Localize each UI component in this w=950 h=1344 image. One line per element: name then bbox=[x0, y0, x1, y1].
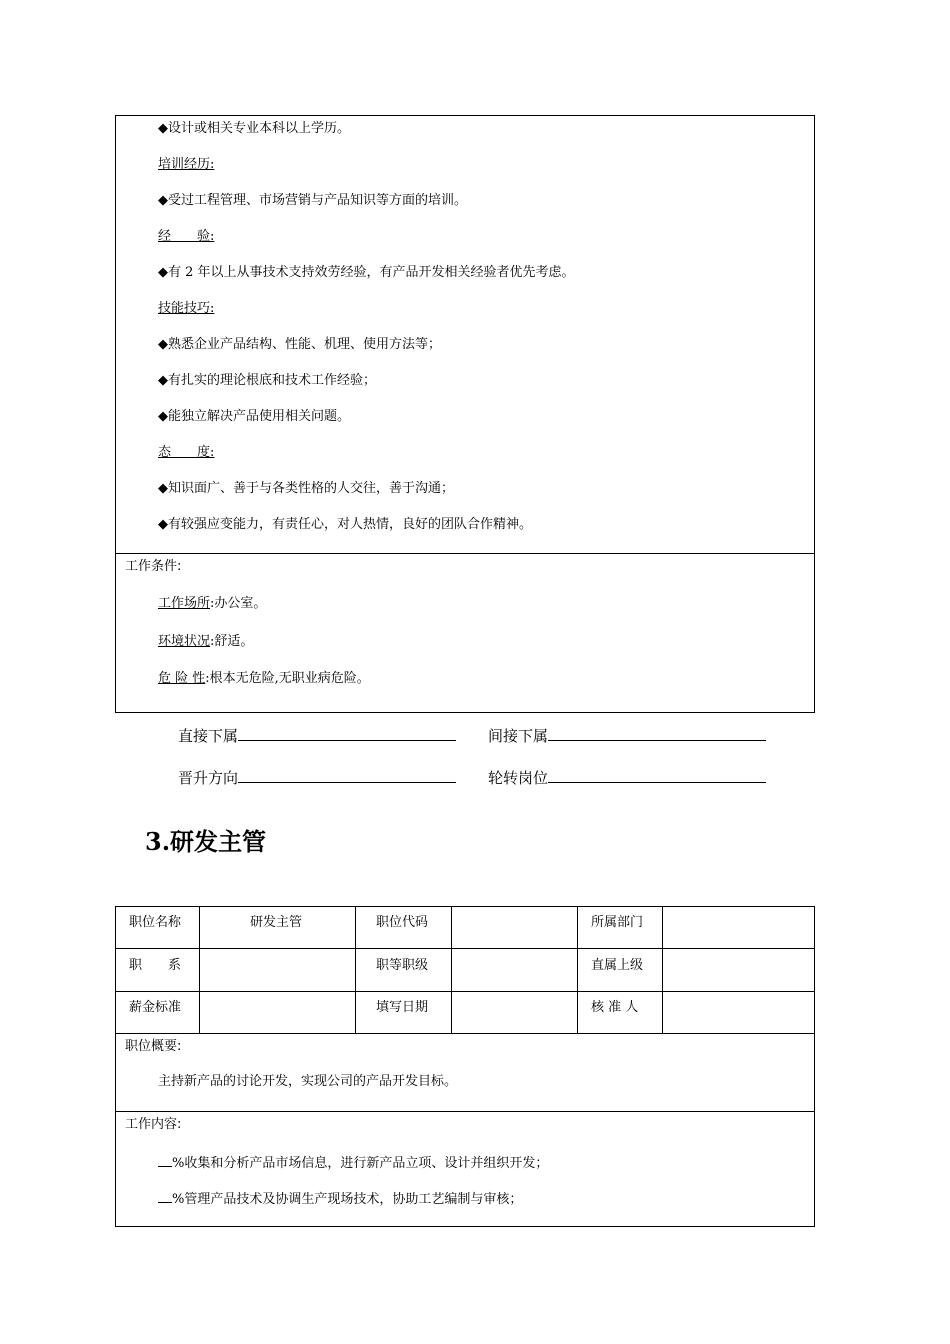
risk-value: :根本无危险,无职业病危险。 bbox=[205, 671, 370, 686]
duty-item: %收集和分析产品市场信息，进行新产品立项、设计并组织开发； bbox=[158, 1154, 548, 1172]
attitude-label: 态 度: bbox=[158, 445, 215, 460]
duty-percent-blank[interactable] bbox=[158, 1190, 172, 1203]
skill-item: ◆能独立解决产品使用相关问题。 bbox=[158, 409, 350, 424]
cell-approver-label: 核 准 人 bbox=[577, 991, 663, 1034]
cell-code-value[interactable] bbox=[451, 906, 578, 949]
place-label: 工作场所 bbox=[158, 596, 211, 611]
summary-title: 职位概要: bbox=[125, 1039, 182, 1054]
experience-label: 经 验: bbox=[158, 229, 215, 244]
training-label: 培训经历: bbox=[158, 157, 215, 172]
duty-percent-blank[interactable] bbox=[158, 1154, 172, 1167]
attitude-item: ◆知识面广、善于与各类性格的人交往，善于沟通； bbox=[158, 481, 454, 496]
promotion-label: 晋升方向 bbox=[178, 769, 239, 787]
place-row bbox=[158, 596, 266, 612]
conditions-title: 工作条件: bbox=[125, 559, 182, 574]
attitude-item: ◆有较强应变能力，有责任心，对人热情，良好的团队合作精神。 bbox=[158, 517, 532, 532]
cell-code-label: 职位代码 bbox=[355, 906, 452, 949]
cell-salary-label: 薪金标准 bbox=[115, 991, 200, 1034]
risk-label: 危 险 性 bbox=[158, 671, 206, 686]
risk-row bbox=[158, 671, 370, 687]
duties-title: 工作内容: bbox=[125, 1117, 182, 1132]
cell-series-value[interactable] bbox=[199, 948, 356, 992]
duty-item: %管理产品技术及协调生产现场技术，协助工艺编制与审核； bbox=[158, 1190, 522, 1208]
direct-subordinate-label: 直接下属 bbox=[178, 727, 239, 745]
duties-box bbox=[115, 1111, 815, 1227]
cell-grade-value[interactable] bbox=[451, 948, 578, 992]
cell-approver-value[interactable] bbox=[662, 991, 815, 1034]
cell-dept-label: 所属部门 bbox=[577, 906, 663, 949]
indirect-subordinate-row bbox=[488, 725, 766, 746]
section-heading: 3.研发主管 bbox=[145, 827, 267, 856]
promotion-blank[interactable] bbox=[238, 768, 456, 783]
place-value: :办公室。 bbox=[210, 596, 267, 611]
promotion-row bbox=[178, 767, 456, 788]
skill-label: 技能技巧: bbox=[158, 301, 215, 316]
cell-superior-label: 直属上级 bbox=[577, 948, 663, 992]
cell-salary-value[interactable] bbox=[199, 991, 356, 1034]
cell-superior-value[interactable] bbox=[662, 948, 815, 992]
summary-box bbox=[115, 1033, 815, 1112]
skill-item: ◆有扎实的理论根底和技术工作经验； bbox=[158, 373, 376, 388]
environment-row bbox=[158, 634, 253, 650]
rotation-row bbox=[488, 767, 766, 788]
cell-series-label: 职 系 bbox=[115, 948, 200, 992]
indirect-subordinate-label: 间接下属 bbox=[488, 727, 549, 745]
cell-name-value: 研发主管 bbox=[199, 906, 356, 949]
rotation-blank[interactable] bbox=[548, 768, 766, 783]
cell-date-label: 填写日期 bbox=[355, 991, 452, 1034]
education-item: ◆设计或相关专业本科以上学历。 bbox=[158, 121, 350, 136]
environment-value: :舒适。 bbox=[210, 634, 254, 649]
direct-subordinate-blank[interactable] bbox=[238, 726, 456, 741]
cell-name-label: 职位名称 bbox=[115, 906, 200, 949]
rotation-label: 轮转岗位 bbox=[488, 769, 549, 787]
environment-label: 环境状况 bbox=[158, 634, 211, 649]
skill-item: ◆熟悉企业产品结构、性能、机理、使用方法等； bbox=[158, 337, 441, 352]
experience-item: ◆有 2 年以上从事技术支持效劳经验，有产品开发相关经验者优先考虑。 bbox=[158, 265, 575, 280]
conditions-box bbox=[115, 553, 815, 713]
requirements-box bbox=[115, 115, 815, 554]
summary-text: 主持新产品的讨论开发，实现公司的产品开发目标。 bbox=[158, 1074, 458, 1089]
cell-date-value[interactable] bbox=[451, 991, 578, 1034]
direct-subordinate-row bbox=[178, 725, 456, 746]
training-item: ◆受过工程管理、市场营销与产品知识等方面的培训。 bbox=[158, 193, 467, 208]
cell-dept-value[interactable] bbox=[662, 906, 815, 949]
cell-grade-label: 职等职级 bbox=[355, 948, 452, 992]
indirect-subordinate-blank[interactable] bbox=[548, 726, 766, 741]
